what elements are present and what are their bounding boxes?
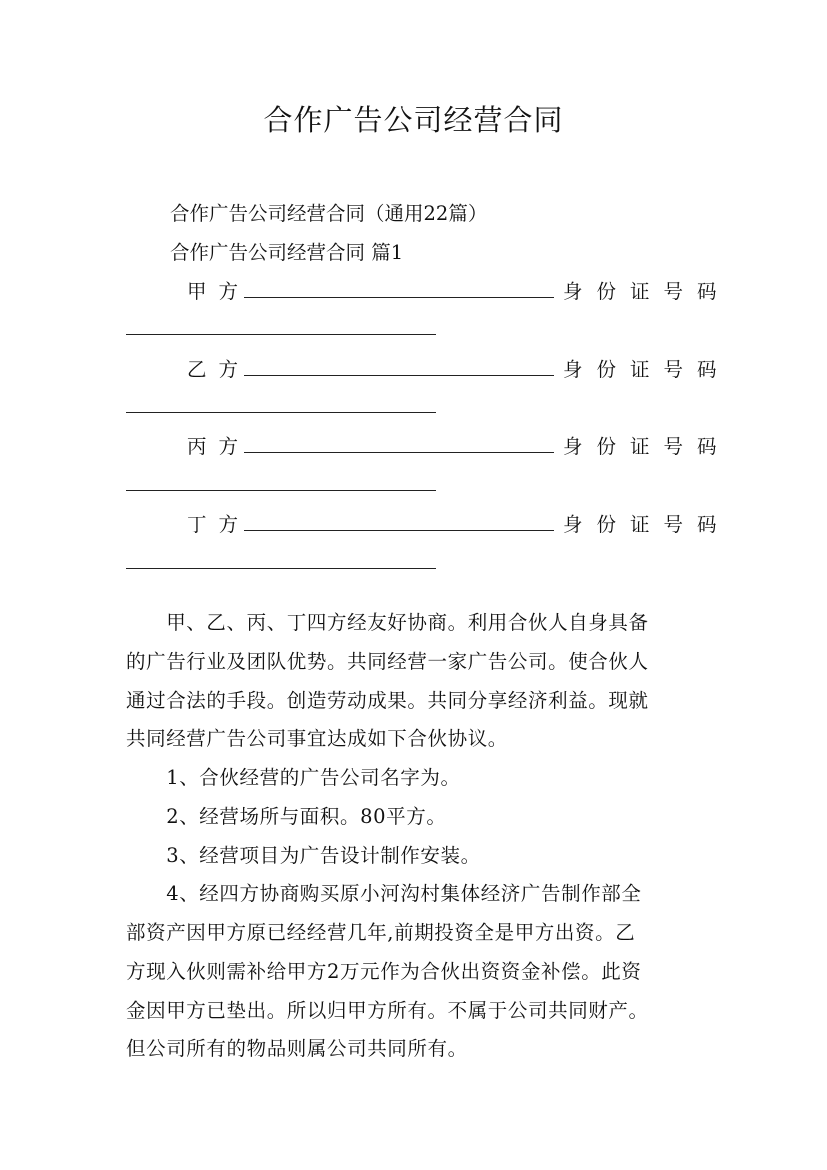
- party-name-blank: [244, 452, 554, 453]
- id-number-label: 身份证号码: [563, 513, 731, 536]
- clause-2: 2、经营场所与面积。80平方。: [126, 804, 447, 828]
- party-name-blank: [244, 375, 554, 376]
- body-line: 但公司所有的物品则属公司共同所有。: [126, 1036, 468, 1060]
- clause-1: 1、合伙经营的广告公司名字为。: [126, 765, 461, 789]
- body-line: 方现入伙则需补给甲方2万元作为合伙出资资金补偿。此资: [126, 959, 642, 983]
- body-line: 甲、乙、丙、丁四方经友好协商。利用合伙人自身具备: [126, 610, 649, 634]
- clause-4: 4、经四方协商购买原小河沟村集体经济广告制作部全: [126, 881, 642, 905]
- id-number-label: 身份证号码: [563, 280, 731, 303]
- id-number-blank: [126, 568, 436, 569]
- document-subtitle: 合作广告公司经营合同（通用22篇）: [170, 202, 488, 225]
- party-name-blank: [244, 297, 554, 298]
- id-number-blank: [126, 334, 436, 335]
- party-name-blank: [244, 530, 554, 531]
- body-line: 共同经营广告公司事宜达成如下合伙协议。: [126, 726, 508, 750]
- party-name: 丁方: [187, 513, 251, 536]
- clause-3: 3、经营项目为广告设计制作安装。: [126, 843, 481, 867]
- party-name: 丙方: [187, 435, 251, 458]
- id-number-label: 身份证号码: [563, 435, 731, 458]
- body-line: 金因甲方已垫出。所以归甲方所有。不属于公司共同财产。: [126, 998, 649, 1022]
- party-name: 甲方: [187, 280, 251, 303]
- body-line: 部资产因甲方原已经经营几年,前期投资全是甲方出资。乙: [126, 920, 636, 944]
- document-title: 合作广告公司经营合同: [263, 103, 564, 137]
- id-number-label: 身份证号码: [563, 358, 731, 381]
- body-line: 通过合法的手段。创造劳动成果。共同分享经济利益。现就: [126, 688, 649, 712]
- party-name: 乙方: [187, 358, 251, 381]
- chapter-heading: 合作广告公司经营合同 篇1: [170, 241, 404, 264]
- id-number-blank: [126, 490, 436, 491]
- body-line: 的广告行业及团队优势。共同经营一家广告公司。使合伙人: [126, 649, 649, 673]
- id-number-blank: [126, 412, 436, 413]
